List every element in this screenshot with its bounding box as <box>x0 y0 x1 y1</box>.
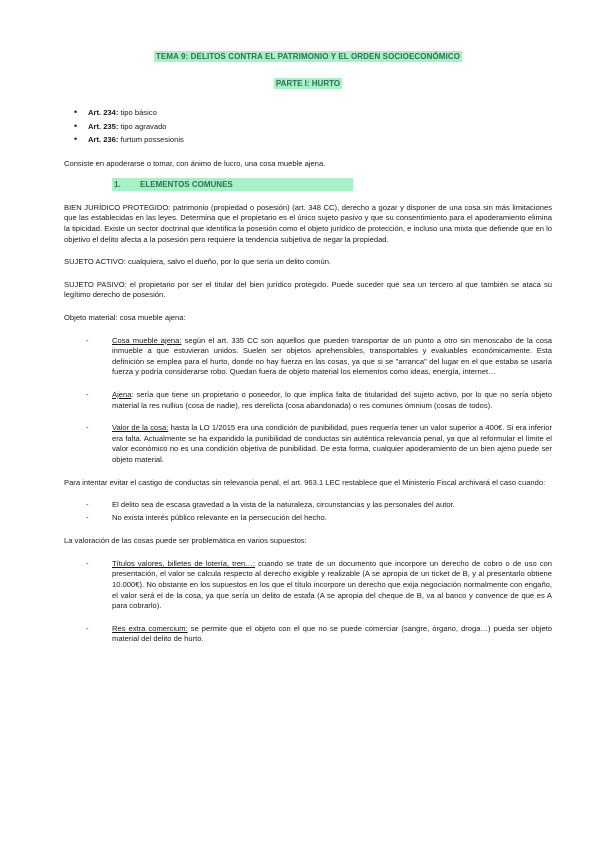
list-item: • Art. 234: tipo básico <box>76 106 552 120</box>
bien-juridico-paragraph: BIEN JURÍDICO PROTEGIDO: patrimonio (propiedad o posesión) (art. 348 CC), derecho a gozar y disponer de una cosa sin más limitaciones que las establecidas en las leyes. Determina que el propietario es el único sujeto pasivo y que su consentimiento para el apoderamiento elimina la tipicidad. Existe un sector doctrinal que identifica la posesión como el objeto jurídico de protección, e incluso una mixta que defiende que en lo objetivo el delito afecta a la posesión pero requiere la tendencia subjetiva de negar la propiedad. <box>64 202 552 244</box>
list-item: • Art. 236: furtum possesionis <box>76 133 552 147</box>
section-heading: 1. ELEMENTOS COMUNES <box>112 180 552 191</box>
article-list <box>64 106 552 147</box>
list-item: - El delito sea de escasa gravedad a la vista de la naturaleza, circunstancias y las personales del autor. <box>86 500 455 510</box>
list-item: - Cosa mueble ajena: según el art. 335 CC son aquellos que pueden transportar de un punto a otro sin menoscabo de la cosa inmueble a que estuvieran unidos. Suelen ser objetos aprehensibles, transportables y evaluables económicamente. Esta definición se emplea para el hurto, donde no hay fuerza en las cosas, ya que si se "arranca" del lugar en el que estaba se usaría fuerza y podría considerarse robo. Quedan fuera de objeto material los elementos como ideas, energía, internet… <box>86 335 553 377</box>
sujeto-activo-paragraph: SUJETO ACTIVO: cualquiera, salvo el dueño, por lo que sería un delito común. <box>64 257 332 267</box>
dash-marker: - <box>86 623 89 633</box>
dash-marker: - <box>86 423 89 433</box>
dash-marker: - <box>86 335 89 345</box>
part-title: PARTE I: HURTO <box>275 78 341 88</box>
list-item: - Res extra comercium: se permite que el objeto con el que no se puede comerciar (sangre, órgano, droga…) pueda ser objeto material del delito de hurto. <box>86 623 552 644</box>
list-item: • Art. 235: tipo agravado <box>76 120 552 134</box>
list-item: - Títulos valores, billetes de lotería, tren…: cuando se trate de un documento que incorpore un derecho de cobro o de uso con presentación, el valor se calcula respecto al derecho exigible y realizable (A se apropia de un ticket de B, y al presentarlo obtiene 10.000€). No obstante en los supuestos en los que el título incorpore un derecho que exija negociación normalmente con engaño, el valor será el de la cosa, ya que sería un delito de estafa (A se apropia del cheque de B, va al banco y convence de que es A para cobrarlo). <box>86 558 553 611</box>
dash-marker: - <box>86 500 89 510</box>
list-item: - No exista interés público relevante en la persecución del hecho. <box>86 513 327 523</box>
dash-marker: - <box>86 390 89 399</box>
caso-list <box>64 498 552 524</box>
valoracion-paragraph: La valoración de las cosas puede ser problemática en varios supuestos: <box>64 536 307 546</box>
para-intentar-paragraph: Para intentar evitar el castigo de conductas sin relevancia penal, el art. 963.1 LEC restablece que el Ministerio Fiscal archivará el caso cuando: <box>64 477 546 487</box>
document-title: TEMA 9: DELITOS CONTRA EL PATRIMONIO Y EL ORDEN SOCIOECONÓMICO <box>155 52 461 61</box>
objeto-material-paragraph: Objeto material: cosa mueble ajena: <box>64 313 186 323</box>
dash-marker: - <box>86 513 89 523</box>
list-item: - Ajena: sería que tiene un propietario o poseedor, lo que implica falta de titularidad del sujeto activo, por lo que no sería objeto material la res nullius (cosa de nadie), res derelicta (cosa abandonada) o res comunes ómnium (cosas de todos). <box>86 390 552 410</box>
sujeto-pasivo-paragraph: SUJETO PASIVO: el propietario por ser el titular del bien jurídico protegido. Puede suceder que sea un tercero al que también se ataca su legítimo derecho de posesión. <box>64 279 552 300</box>
dash-marker: - <box>86 558 89 568</box>
intro-paragraph: Consiste en apoderarse o tomar, con ánimo de lucro, una cosa mueble ajena. <box>64 158 326 168</box>
list-item: - Valor de la cosa: hasta la LO 1/2015 era una condición de punibilidad, pues requería tener un valor superior a 400€. Si era inferior era falta. Actualmente se ha expandido la punibilidad de conductas sin auténtica relevancia penal, ya que al reformular el límite el valor económico no es una condición objetiva de punibilidad. De esta forma, cualquier apoderamiento de un bien ajeno puede ser objeto material. <box>86 423 553 464</box>
